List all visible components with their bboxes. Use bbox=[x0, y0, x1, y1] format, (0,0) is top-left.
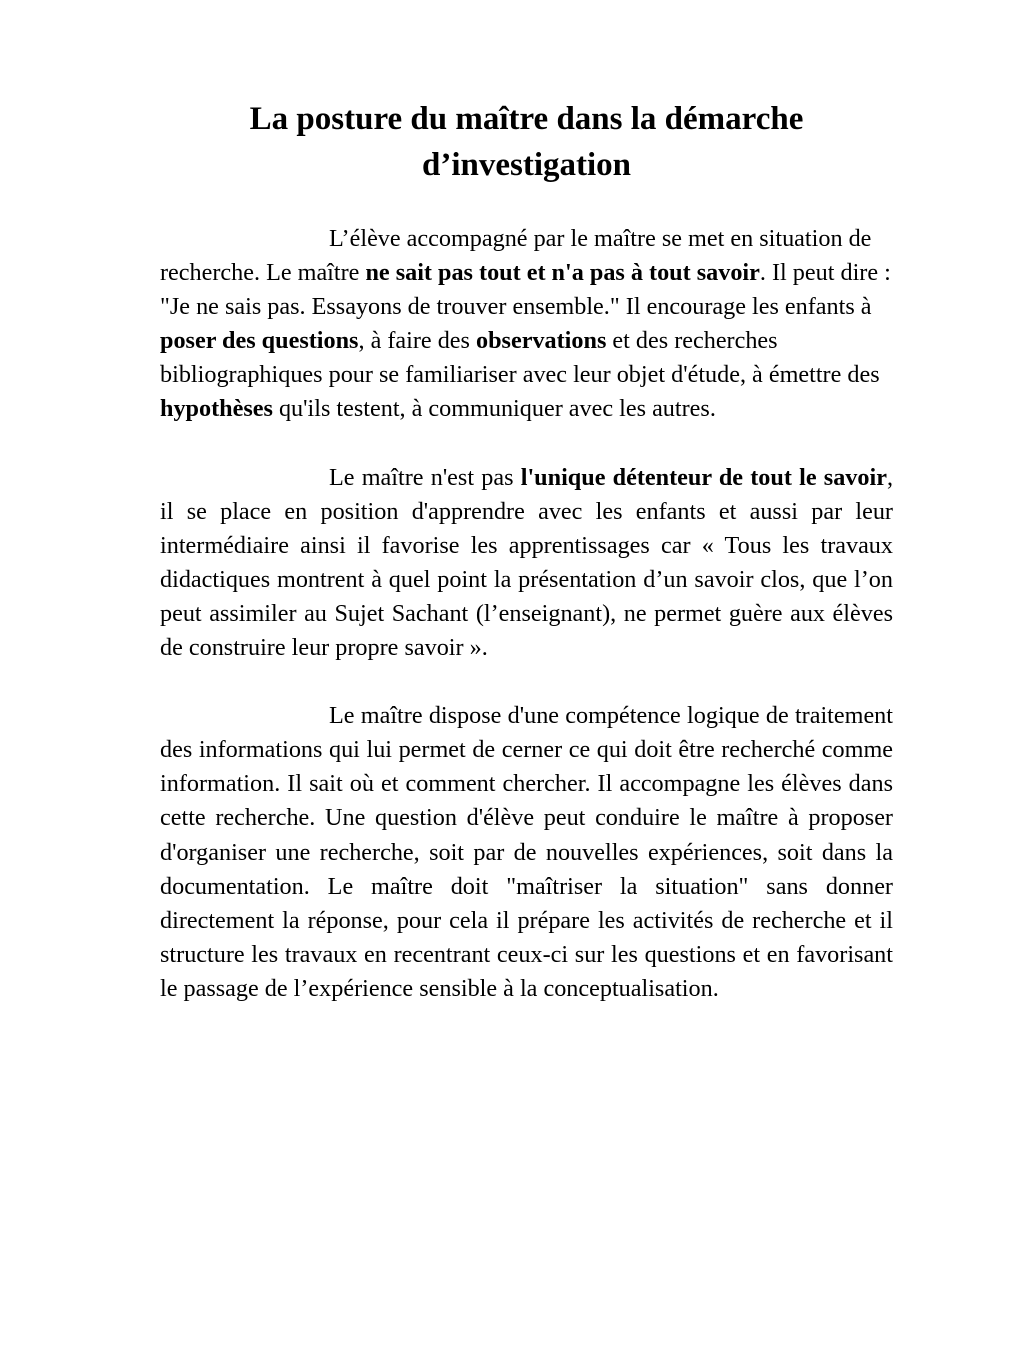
document-title bbox=[160, 96, 893, 188]
paragraph-1-text: , à faire des bbox=[358, 327, 476, 355]
paragraph-1-bold: hypothèses bbox=[160, 395, 273, 423]
paragraph-2-text: , il se place en position d'apprendre avec les enfants et aussi par leur intermédiaire ainsi il favorise les apprentissages car « Tous les travaux didactiques montrent à quel point la présentation d’un savoir clos, que l’on peut assimiler au Sujet Sachant (l’enseignant), ne permet guère aux élèves de construire leur propre savoir ». bbox=[160, 463, 893, 662]
paragraph-2-bold: l'unique détenteur de tout le savoir bbox=[520, 463, 887, 491]
title-line-1: La posture du maître dans la démarche bbox=[249, 101, 804, 137]
paragraph-1-bold: ne sait pas tout et n'a pas à tout savoir bbox=[365, 259, 760, 287]
document-page bbox=[160, 96, 893, 1006]
paragraph-1-text: qu'ils testent, à communiquer avec les autres. bbox=[272, 395, 716, 423]
paragraph-1 bbox=[160, 222, 893, 427]
paragraph-2-text: Le maître n'est pas bbox=[329, 463, 521, 491]
paragraph-1-bold: poser des questions bbox=[160, 327, 359, 355]
title-line-2: d’investigation bbox=[421, 147, 632, 183]
paragraph-1-text: . Il peut dire : "Je ne sais pas. Essayons de trouver ensemble." Il encourage les enfants à bbox=[160, 259, 891, 321]
paragraph-3 bbox=[160, 699, 893, 1006]
paragraph-2 bbox=[160, 461, 893, 666]
paragraph-1-bold: observations bbox=[476, 327, 607, 355]
paragraph-3-text: Le maître dispose d'une compétence logique de traitement des informations qui lui permet de cerner ce qui doit être recherché comme information. Il sait où et comment chercher. Il accompagne les élèves dans cette recherche. Une question d'élève peut conduire le maître à proposer d'organiser une recherche, soit par de nouvelles expériences, soit dans la documentation. Le maître doit "maîtriser la situation" sans donner directement la réponse, pour cela il prépare les activités de recherche et il structure les travaux en recentrant ceux-ci sur les questions et en favorisant le passage de l’expérience sensible à la conceptualisation. bbox=[160, 702, 893, 1002]
paragraph-1-text: et des recherches bibliographiques pour se familiariser avec leur objet d'étude, à émettre des bbox=[160, 327, 880, 389]
paragraph-1-text: L’élève accompagné par le maître se met en situation de recherche. Le maître bbox=[160, 225, 872, 287]
